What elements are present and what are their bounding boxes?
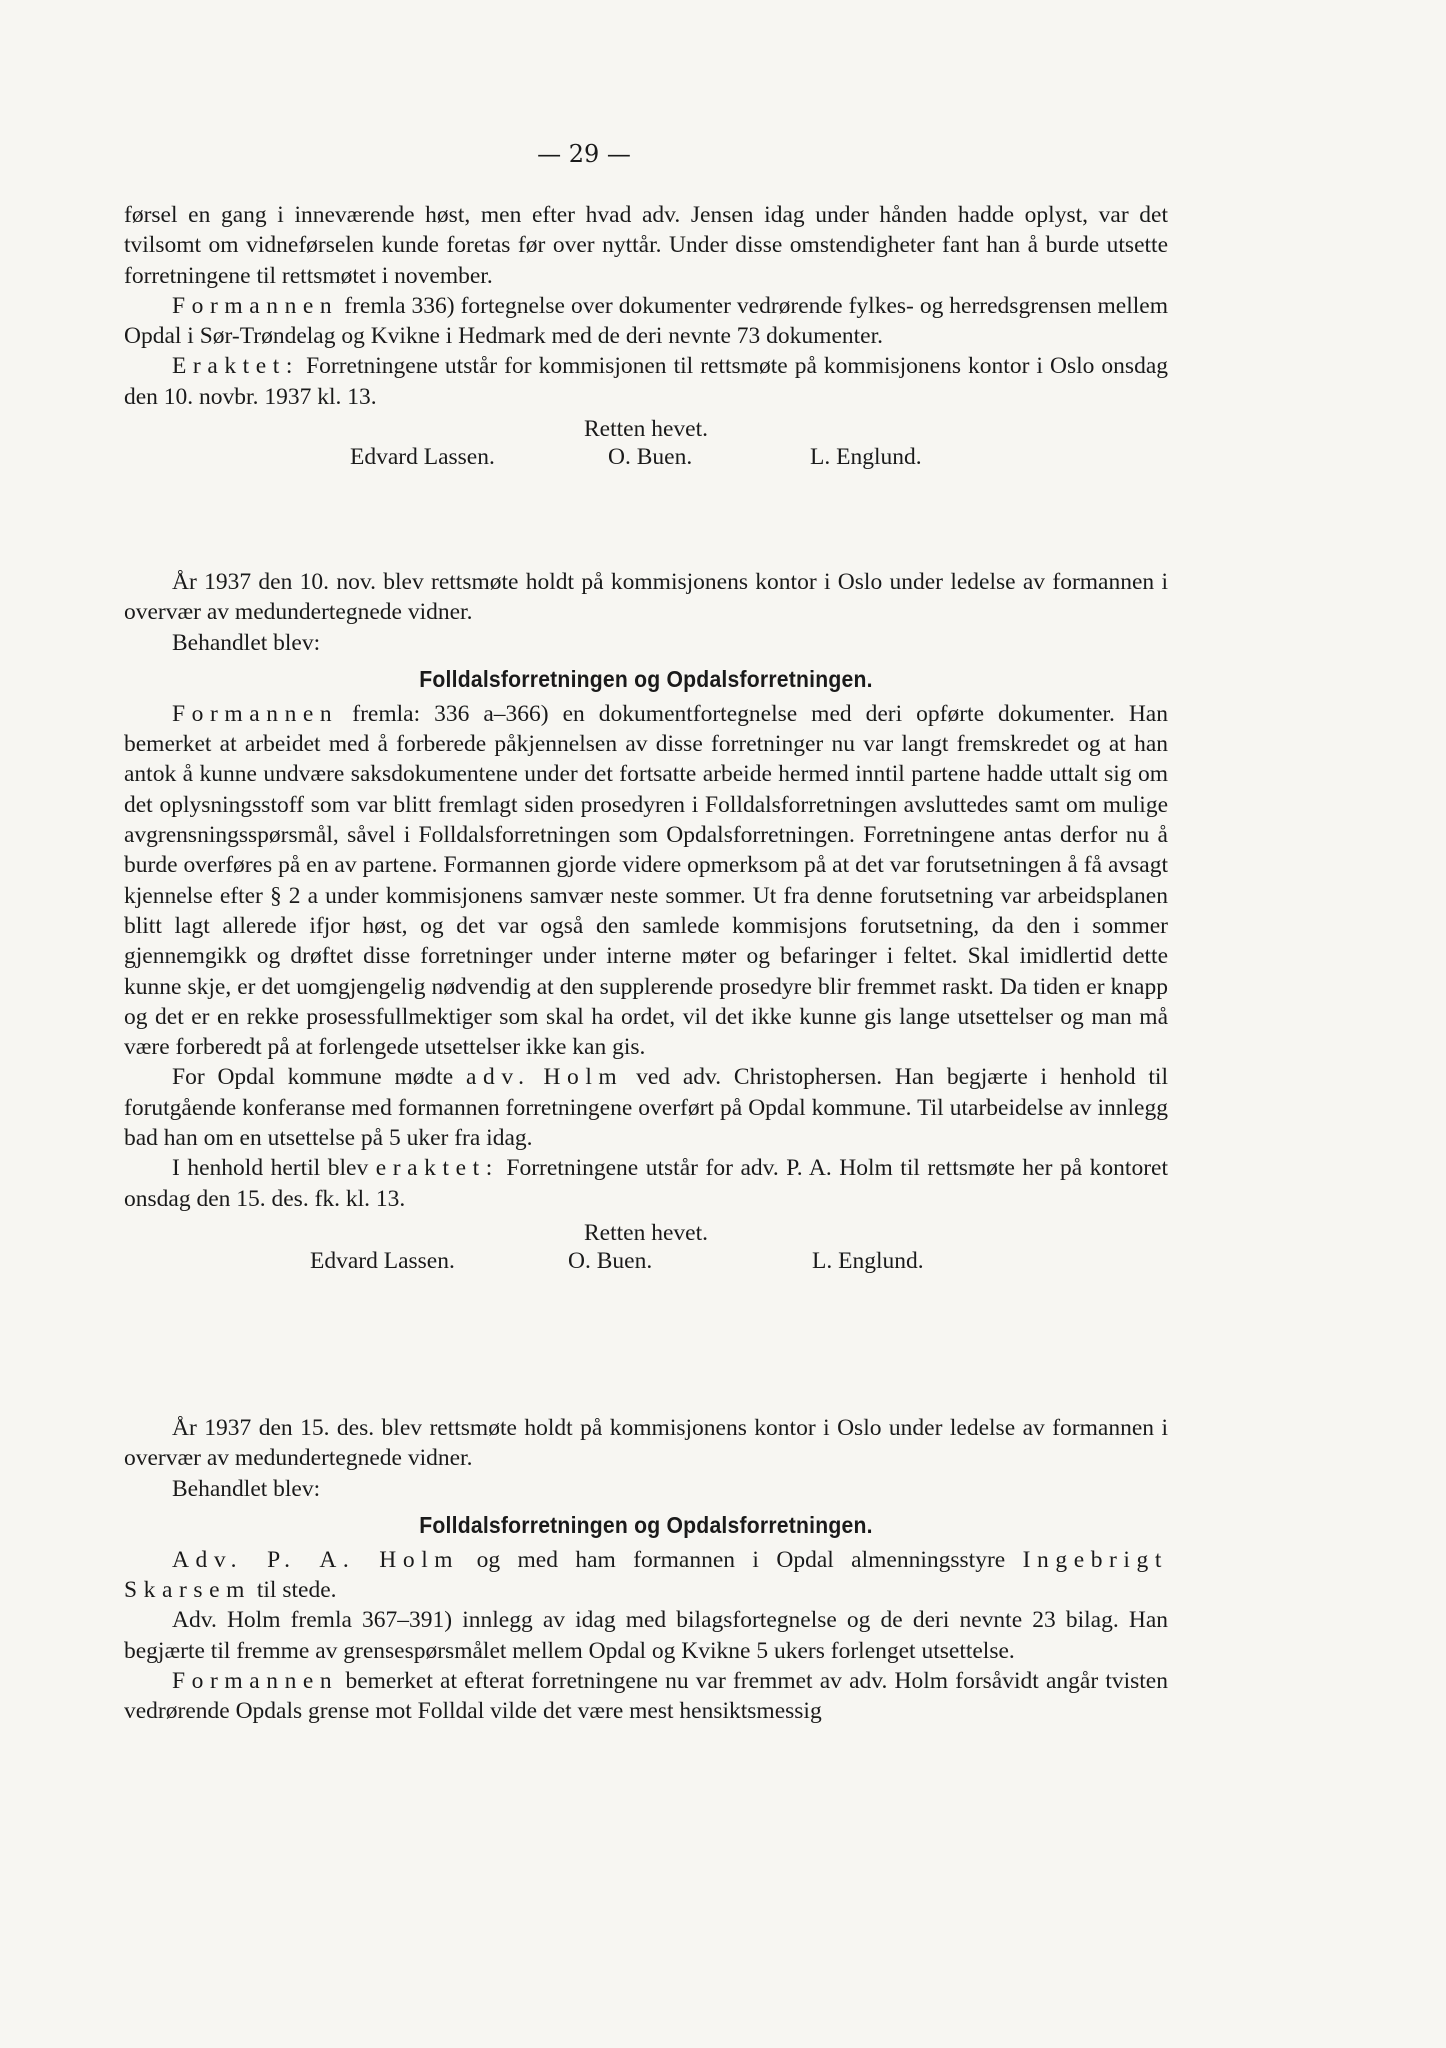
spaced-word: Adv. P. A. Holm: [172, 1546, 460, 1573]
section-heading: Folldalsforretningen og Opdalsforretningen.: [419, 665, 873, 692]
paragraph-text: [531, 1064, 544, 1090]
section-3: [124, 1413, 1168, 1727]
spaced-word: Eraktet:: [172, 353, 300, 380]
signature: Edvard Lassen.: [310, 1247, 455, 1274]
paragraph: [124, 1545, 1168, 1606]
paragraph-text: og med ham formannen i Opdal almenningsstyre: [459, 1546, 1023, 1573]
signature: L. Englund.: [810, 444, 922, 471]
paragraph: [124, 1062, 1168, 1153]
paragraph: [124, 699, 1168, 1063]
signature: Edvard Lassen.: [350, 444, 495, 471]
court-closing: Retten hevet.: [584, 416, 708, 443]
section-2: [124, 567, 1168, 1280]
signature: O. Buen.: [568, 1247, 653, 1274]
spaced-word: Holm: [543, 1064, 624, 1091]
paragraph: Behandlet blev:: [172, 1475, 321, 1502]
paragraph: [124, 291, 1168, 352]
spaced-word: Formannen: [172, 1668, 339, 1695]
paragraph-text: Forretningene utstår for kommisjonen til rettsmøte på kommisjonens kontor i Oslo onsdag den 10. novbr. 1937 kl. 13.: [124, 353, 1168, 410]
signature-row: [124, 444, 1168, 476]
spaced-word: eraktet:: [375, 1155, 499, 1182]
paragraph-text: I henhold hertil blev: [172, 1155, 376, 1182]
page-number: — 29 —: [537, 140, 631, 168]
paragraph: [124, 1153, 1168, 1214]
paragraph: [124, 351, 1168, 412]
paragraph-text: fremla: 336 a–366) en dokumentfortegnelse med deri opførte dokumenter. Han bemerket at arbeidet med å forberede påkjennelsen av disse forretninger nu var langt fremskredet og at han antok å kunne undvære saksdokumentene under det fortsatte arbeide hermed inntil partene hadde uttalt sig om det oplysningsstoff som var blitt fremlagt siden prosedyren i Folldalsforretningen avsluttedes samt om mulige avgrensningsspørsmål, såvel i Folldalsforretningen som Opdalsforretningen. Forretningene antas derfor nu å burde overføres på en av partene. Formannen gjorde videre opmerksom på at det var forutsetningen å få avsagt kjennelse efter § 2 a under kommisjonens samvær neste sommer. Ut fra denne forutsetning var arbeidsplanen blitt lagt allerede ifjor høst, og det var også den samlede kommisjons forutsetning, da den i sommer gjennemgikk og drøftet disse forretninger under interne møter og befaringer i feltet. Skal imidlertid dette kunne skje, er det uomgjengelig nødvendig at den supplerende prosedyre blir fremmet raskt. Da tiden er knapp og det er en rekke prosessfullmektiger som skal ha ordet, vil det ikke kunne gis lange utsettelser og man må være forberedt på at forlengede utsettelser ikke kan gis.: [124, 700, 1168, 1061]
signature: O. Buen.: [608, 444, 693, 471]
spaced-word: Formannen: [172, 292, 339, 319]
section-heading: Folldalsforretningen og Opdalsforretningen.: [419, 1511, 873, 1538]
signature: L. Englund.: [812, 1247, 924, 1274]
paragraph-text: For Opdal kommune mødte: [172, 1064, 467, 1091]
paragraph-text: fremla 336) fortegnelse over dokumenter vedrørende fylkes- og herredsgrensen mellem Opdal i Sør-Trøndelag og Kvikne i Hedmark med de deri nevnte 73 dokumenter.: [124, 292, 1168, 350]
spaced-word: adv.: [466, 1064, 531, 1091]
paragraph: År 1937 den 10. nov. blev rettsmøte holdt på kommisjonens kontor i Oslo under ledelse av formannen i overvær av medundertegnede vidner.: [124, 569, 1168, 626]
paragraph: År 1937 den 15. des. blev rettsmøte holdt på kommisjonens kontor i Oslo under ledelse av formannen i overvær av medundertegnede vidner.: [124, 1415, 1168, 1472]
court-closing: Retten hevet.: [584, 1219, 708, 1246]
paragraph-text: til stede.: [251, 1577, 337, 1604]
signature-row: [124, 1248, 1168, 1280]
paragraph: førsel en gang i inneværende høst, men efter hvad adv. Jensen idag under hånden hadde oplyst, var det tvilsomt om vidneførselen kunde foretas før over nyttår. Under disse omstendigheter fant han å burde utsette forretningene til rettsmøtet i november.: [124, 202, 1168, 289]
paragraph-text: bemerket at efterat forretningene nu var fremmet av adv. Holm forsåvidt angår tvisten vedrørende Opdals grense mot Folldal vilde det være mest hensiktsmessig: [124, 1668, 1168, 1725]
paragraph-text: Forretningene utstår for adv. P. A. Holm til rettsmøte her på kontoret onsdag den 15. des. fk. kl. 13.: [124, 1155, 1168, 1212]
paragraph: Adv. Holm fremla 367–391) innlegg av idag med bilagsfortegnelse og de deri nevnte 23 bilag. Han begjærte til fremme av grensespørsmålet mellem Opdal og Kvikne 5 ukers forlenget utsettelse.: [124, 1607, 1168, 1664]
spaced-word: Formannen: [172, 700, 339, 727]
paragraph-text: ved adv. Christophersen. Han begjærte i henhold til forutgående konferanse med formannen forretningene overført på Opdal kommune. Til utarbeidelse av innlegg bad han om en utsettelse på 5 uker fra idag.: [124, 1064, 1168, 1152]
paragraph: [124, 1666, 1168, 1727]
section-1: [124, 200, 1168, 476]
spaced-word: Ingebrigt Skarsem: [124, 1546, 1168, 1604]
paragraph: Behandlet blev:: [172, 629, 321, 656]
